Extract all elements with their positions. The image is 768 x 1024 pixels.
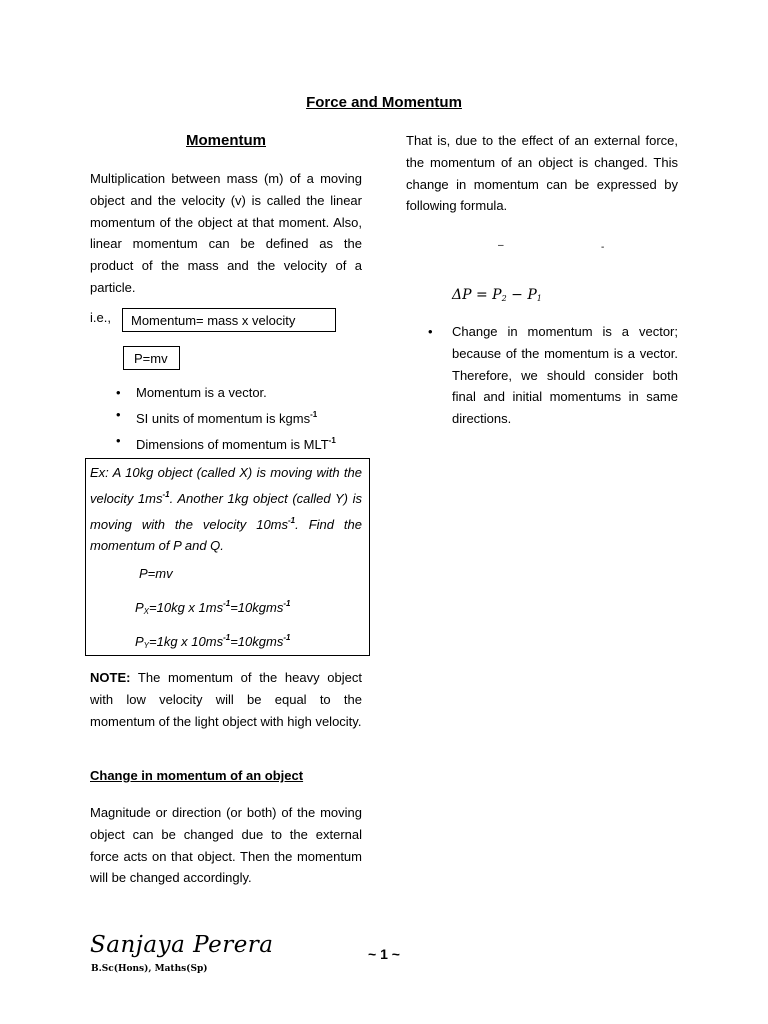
author-signature: Sanjaya Perera bbox=[90, 932, 274, 958]
list-item: • Momentum is a vector. bbox=[116, 382, 366, 404]
example-equation-3: $P_Y=1kg$ x $10ms^{-1}=10kgms^{-1}$ bbox=[135, 633, 291, 650]
page-number: ~ 1 ~ bbox=[368, 946, 400, 962]
change-in-momentum-heading: Change in momentum of an object bbox=[90, 768, 304, 783]
ie-label: i.e., bbox=[90, 310, 111, 325]
momentum-definition: Multiplication between mass (m) of a moving object and the velocity (v) is called the linear momentum of the object at that moment. Also, linear momentum can be defined as the product of the mass and the velocity of a particle. bbox=[90, 171, 362, 295]
momentum-properties-list bbox=[116, 382, 366, 456]
vector-note-text: Change in momentum is a vector; because of the momentum is a vector. Therefore, we should consider both final and initial momentums in same directions. bbox=[452, 324, 678, 427]
delta-p-formula: $\Delta P = P_2 - P_1$ bbox=[452, 287, 542, 303]
section-heading-momentum: Momentum bbox=[186, 132, 266, 149]
note-paragraph: NOTE: The momentum of the heavy object with low velocity will be equal to the momentum of the light object with high velocity. bbox=[90, 670, 362, 729]
change-in-momentum-text: Magnitude or direction (or both) of the moving object can be changed due to the external force acts on that object. Then the momentum will be changed accordingly. bbox=[90, 805, 362, 886]
example-equation-2: $P_X=10kg$ x $1ms^{-1}=10kgms^{-1}$ bbox=[135, 599, 291, 616]
bullet-dot: • bbox=[428, 324, 433, 339]
author-credentials: B.Sc(Hons), Maths(Sp) bbox=[91, 964, 208, 974]
right-intro-paragraph: That is, due to the effect of an external force, the momentum of an object is changed. This change in momentum can be expressed by following formula. bbox=[406, 133, 678, 214]
pmv-formula-box: P=mv bbox=[123, 346, 180, 370]
vector-note-bullet bbox=[428, 321, 678, 430]
formula-mark-1: – bbox=[498, 240, 504, 251]
list-item: • SI units of momentum is kgms$^{-1}$ bbox=[116, 404, 366, 430]
list-item: • Dimensions of momentum is $MLT^{-1}$ bbox=[116, 430, 366, 456]
momentum-formula-box: Momentum= mass x velocity bbox=[122, 308, 336, 332]
document-title: Force and Momentum bbox=[306, 94, 462, 111]
example-equation-1: P=mv bbox=[139, 566, 173, 581]
formula-mark-2: - bbox=[601, 242, 605, 253]
example-text: Ex: A 10kg object (called X) is moving with the velocity $1ms^{-1}$. Another 1kg object (called Y) is moving with the velocity $10ms^{-1}$. Find the momentum of P and Q. bbox=[90, 465, 362, 554]
